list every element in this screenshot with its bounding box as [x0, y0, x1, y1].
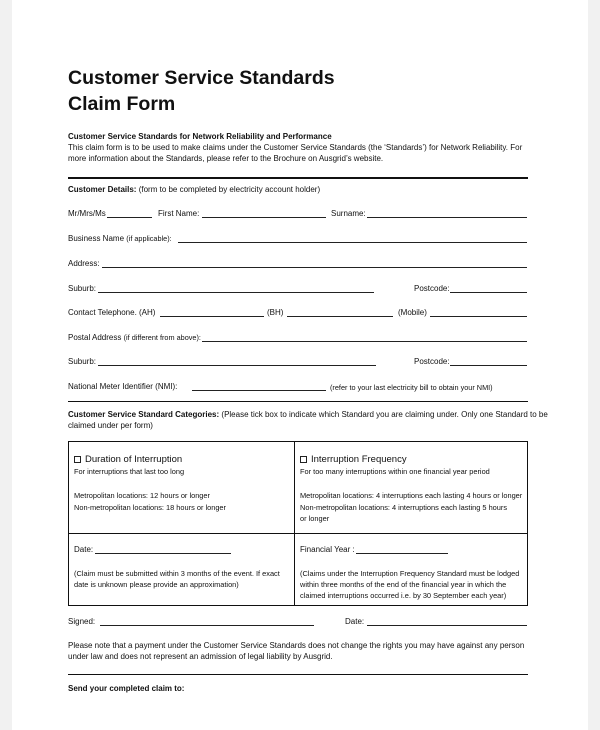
postal-address-field[interactable] — [202, 341, 527, 342]
title-label: Mr/Mrs/Ms — [68, 209, 106, 218]
intro-text-line2: more information about the Standards, please refer to the Brochure on Ausgrid’s website. — [68, 154, 384, 163]
section-divider-3 — [68, 674, 528, 675]
legal-note-line2: under law and does not represent an admission of legal liability by Ausgrid. — [68, 652, 333, 661]
postcode-label: Postcode: — [414, 284, 450, 293]
intro-text-line1: This claim form is to be used to make claims under the Customer Service Standards (the ‘Standards’) for Network Reliability. For — [68, 143, 523, 152]
duration-subtitle: For interruptions that last too long — [74, 467, 185, 476]
sign-date-label: Date: — [345, 617, 365, 626]
frequency-checkbox[interactable] — [300, 456, 307, 463]
form-title-line2: Claim Form — [68, 93, 176, 115]
frequency-subtitle: For too many interruptions within one financial year period — [300, 467, 490, 476]
surname-label: Surname: — [331, 209, 366, 218]
phone-bh-field[interactable] — [287, 316, 393, 317]
duration-metro: Metropolitan locations: 12 hours or longer — [74, 491, 210, 500]
form-title-line1: Customer Service Standards — [68, 67, 335, 89]
categories-note-line2: claimed under per form) — [68, 421, 153, 430]
postcode2-label: Postcode: — [414, 357, 450, 366]
address-field[interactable] — [102, 267, 527, 268]
phone-ah-label: Contact Telephone. (AH) — [68, 308, 156, 317]
suburb2-field[interactable] — [98, 365, 376, 366]
frequency-nonmetro-line1: Non-metropolitan locations: 4 interruptions each lasting 5 hours — [300, 503, 508, 512]
duration-title: Duration of Interruption — [85, 454, 183, 465]
nmi-field[interactable] — [192, 390, 326, 391]
frequency-nonmetro-line2: or longer — [300, 514, 330, 523]
categories-heading: Customer Service Standard Categories: (Please tick box to indicate which Standard you are claiming under. Only one Standard to be — [68, 410, 548, 419]
first-name-label: First Name: — [158, 209, 200, 218]
address-label: Address: — [68, 259, 100, 268]
send-claim-label: Send your completed claim to: — [68, 684, 185, 693]
sign-date-field[interactable] — [367, 625, 527, 626]
title-field[interactable] — [107, 217, 152, 218]
phone-bh-label: (BH) — [267, 308, 284, 317]
duration-date-field[interactable] — [95, 553, 231, 554]
form-page — [12, 0, 588, 730]
customer-details-heading: Customer Details: (form to be completed by electricity account holder) — [68, 185, 321, 194]
section-divider — [68, 177, 528, 179]
nmi-note: (refer to your last electricity bill to obtain your NMI) — [330, 383, 493, 392]
duration-checkbox[interactable] — [74, 456, 81, 463]
financial-year-field[interactable] — [356, 553, 448, 554]
surname-field[interactable] — [367, 217, 527, 218]
frequency-note-line1: (Claims under the Interruption Frequency Standard must be lodged — [300, 569, 520, 578]
postal-address-label: Postal Address (if different from above): — [68, 333, 201, 342]
duration-option[interactable] — [74, 454, 182, 466]
postcode2-field[interactable] — [450, 365, 527, 366]
postcode-field[interactable] — [450, 292, 527, 293]
frequency-metro: Metropolitan locations: 4 interruptions each lasting 4 hours or longer — [300, 491, 523, 500]
suburb2-label: Suburb: — [68, 357, 97, 366]
duration-note-line1: (Claim must be submitted within 3 months of the event. If exact — [74, 569, 280, 578]
categories-table-column-divider — [294, 441, 295, 606]
business-name-label: Business Name (if applicable): — [68, 234, 172, 243]
mobile-field[interactable] — [430, 316, 527, 317]
categories-table-row-divider — [68, 533, 528, 534]
duration-date-label: Date: — [74, 545, 94, 554]
suburb-label: Suburb: — [68, 284, 97, 293]
mobile-label: (Mobile) — [398, 308, 427, 317]
first-name-field[interactable] — [202, 217, 326, 218]
frequency-note-line3: claimed interruptions occurred i.e. by 30 September each year) — [300, 591, 507, 600]
intro-heading: Customer Service Standards for Network Reliability and Performance — [68, 132, 332, 141]
financial-year-label: Financial Year : — [300, 545, 355, 554]
duration-nonmetro: Non-metropolitan locations: 18 hours or longer — [74, 503, 227, 512]
phone-ah-field[interactable] — [160, 316, 264, 317]
frequency-option[interactable] — [300, 454, 407, 466]
nmi-label: National Meter Identifier (NMI): — [68, 382, 178, 391]
signature-field[interactable] — [100, 625, 314, 626]
duration-note-line2: date is unknown please provide an approximation) — [74, 580, 239, 589]
frequency-note-line2: within three months of the end of the financial year in which the — [300, 580, 507, 589]
suburb-field[interactable] — [98, 292, 374, 293]
signed-label: Signed: — [68, 617, 96, 626]
business-name-field[interactable] — [178, 242, 527, 243]
frequency-title: Interruption Frequency — [311, 454, 407, 465]
legal-note-line1: Please note that a payment under the Customer Service Standards does not change the rights you may have against any person — [68, 641, 525, 650]
section-divider-2 — [68, 401, 528, 402]
